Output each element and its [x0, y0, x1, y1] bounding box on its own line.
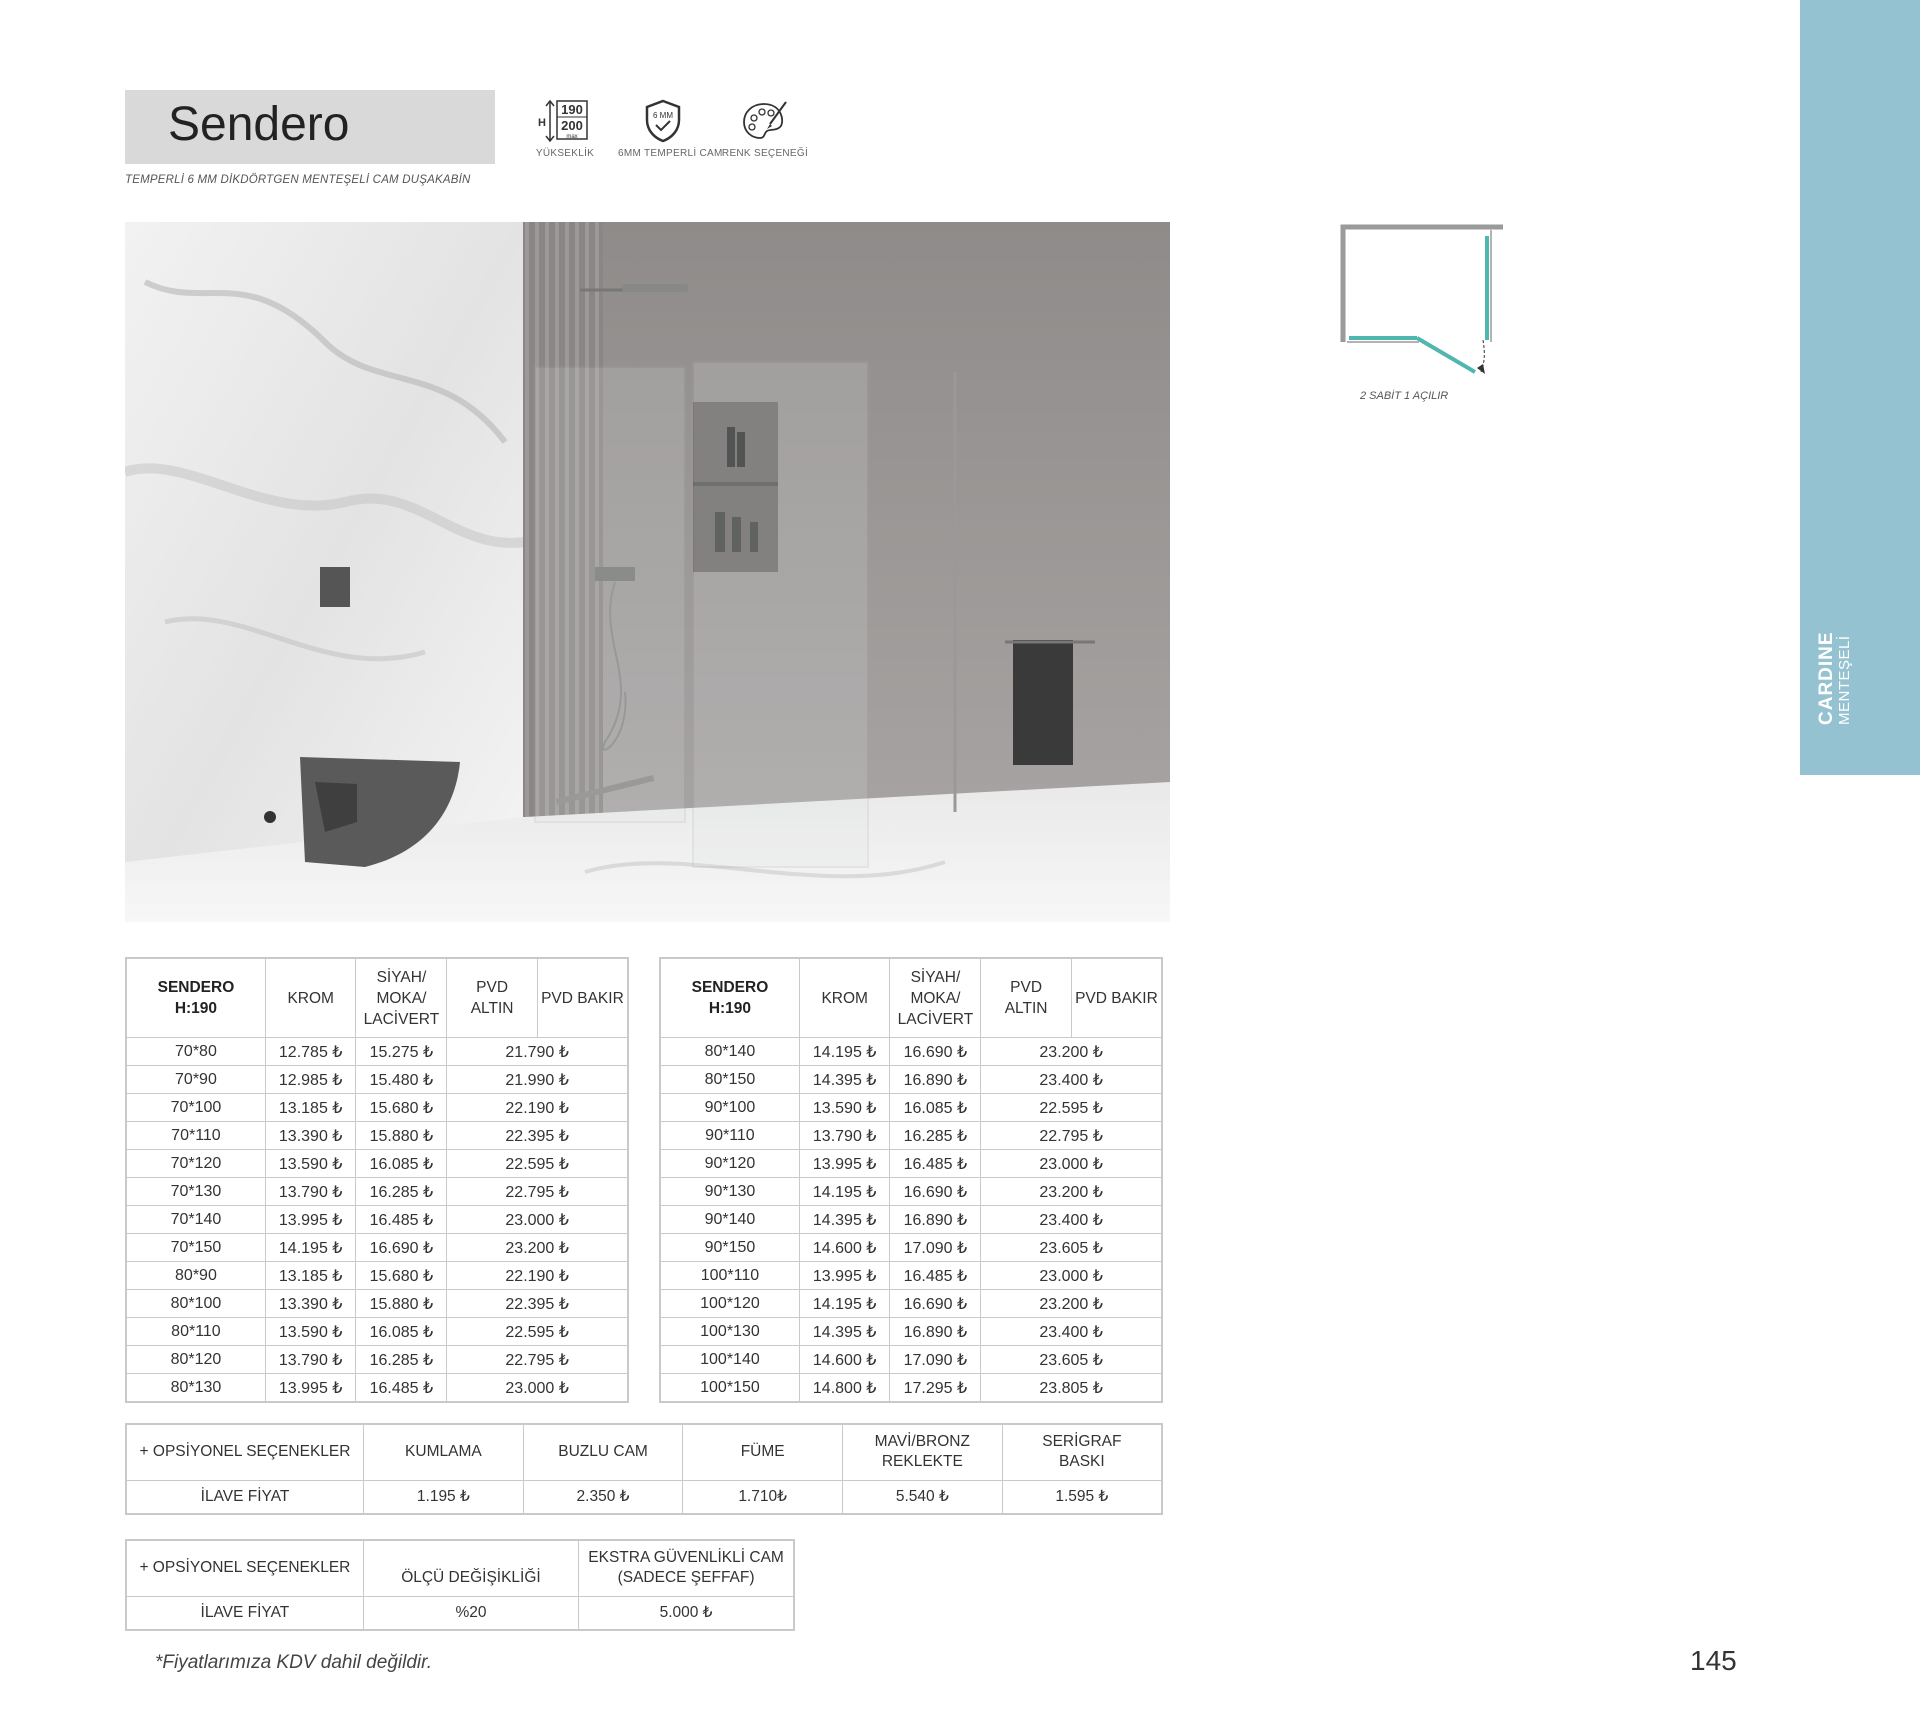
side-tab-subtitle: MENTEŞELİ: [1836, 635, 1853, 725]
size-cell: 100*140: [660, 1346, 799, 1374]
option-name: FÜME: [683, 1424, 843, 1480]
page-number: 145: [1690, 1645, 1737, 1676]
price-cell: 17.295 ₺: [890, 1374, 981, 1403]
size-cell: 80*120: [126, 1346, 265, 1374]
size-cell: 100*110: [660, 1262, 799, 1290]
price-cell: 21.990 ₺: [447, 1066, 628, 1094]
option-price: 5.000 ₺: [579, 1596, 794, 1630]
svg-text:200: 200: [561, 118, 583, 133]
table-row: [660, 1262, 1162, 1290]
price-cell: 16.485 ₺: [356, 1374, 447, 1403]
option-price: 1.710₺: [683, 1480, 843, 1514]
price-cell: 17.090 ₺: [890, 1234, 981, 1262]
price-cell: 13.790 ₺: [265, 1346, 356, 1374]
size-cell: 90*140: [660, 1206, 799, 1234]
header-model: SENDERO H:190: [126, 958, 265, 1038]
table-row: [660, 1206, 1162, 1234]
table-row: [126, 1038, 628, 1066]
table-row: [126, 1346, 628, 1374]
price-cell: 22.190 ₺: [447, 1094, 628, 1122]
size-cell: 90*110: [660, 1122, 799, 1150]
table-row: [660, 1066, 1162, 1094]
price-cell: 12.785 ₺: [265, 1038, 356, 1066]
table-row: [660, 1038, 1162, 1066]
price-cell: 22.395 ₺: [447, 1290, 628, 1318]
price-cell: 16.690 ₺: [890, 1290, 981, 1318]
price-cell: 14.600 ₺: [799, 1346, 890, 1374]
options-table-2: [125, 1539, 795, 1631]
shower-plan-diagram: [1335, 222, 1510, 382]
size-cell: 70*140: [126, 1206, 265, 1234]
price-cell: 16.690 ₺: [890, 1038, 981, 1066]
option-name: BUZLU CAM: [523, 1424, 683, 1480]
size-cell: 80*150: [660, 1066, 799, 1094]
size-cell: 80*100: [126, 1290, 265, 1318]
price-cell: 23.605 ₺: [981, 1346, 1162, 1374]
price-cell: 23.000 ₺: [981, 1150, 1162, 1178]
price-cell: 12.985 ₺: [265, 1066, 356, 1094]
option-name: KUMLAMA: [364, 1424, 524, 1480]
header-siyah: SİYAH/ MOKA/ LACİVERT: [890, 958, 981, 1038]
palette-icon: [740, 98, 790, 144]
price-cell: 23.605 ₺: [981, 1234, 1162, 1262]
size-cell: 70*150: [126, 1234, 265, 1262]
price-cell: 13.590 ₺: [265, 1150, 356, 1178]
table-row: [660, 1374, 1162, 1403]
header-pvd-altin: PVD ALTIN: [447, 958, 538, 1038]
header-pvd-bakir: PVD BAKIR: [537, 958, 628, 1038]
price-cell: 23.000 ₺: [447, 1374, 628, 1403]
size-cell: 80*110: [126, 1318, 265, 1346]
header-pvd-altin: PVD ALTIN: [981, 958, 1072, 1038]
table-row: [126, 1094, 628, 1122]
price-cell: 15.680 ₺: [356, 1262, 447, 1290]
options-header-label: + OPSİYONEL SEÇENEKLER: [126, 1540, 363, 1596]
options-header-label: + OPSİYONEL SEÇENEKLER: [126, 1424, 364, 1480]
price-cell: 16.085 ₺: [356, 1318, 447, 1346]
price-table-left: [125, 957, 629, 1403]
options-row-label: İLAVE FİYAT: [126, 1480, 364, 1514]
option-price: 1.595 ₺: [1002, 1480, 1162, 1514]
table-row: [660, 1094, 1162, 1122]
price-table-right: [659, 957, 1163, 1403]
table-row: [660, 1346, 1162, 1374]
feature-glass-label: 6MM TEMPERLİ CAM: [618, 148, 723, 159]
price-cell: 13.590 ₺: [265, 1318, 356, 1346]
price-cell: 22.795 ₺: [981, 1122, 1162, 1150]
price-cell: 14.800 ₺: [799, 1374, 890, 1403]
price-cell: 13.790 ₺: [799, 1122, 890, 1150]
table-row: [660, 1318, 1162, 1346]
price-cell: 16.890 ₺: [890, 1066, 981, 1094]
svg-text:190: 190: [561, 102, 583, 117]
size-cell: 90*150: [660, 1234, 799, 1262]
price-cell: 23.200 ₺: [981, 1290, 1162, 1318]
price-cell: 14.395 ₺: [799, 1066, 890, 1094]
price-cell: 14.195 ₺: [265, 1234, 356, 1262]
price-cell: 22.595 ₺: [447, 1318, 628, 1346]
side-tab-title: CARDINE: [1816, 631, 1837, 725]
price-cell: 16.690 ₺: [356, 1234, 447, 1262]
option-price: 2.350 ₺: [523, 1480, 683, 1514]
price-cell: 16.890 ₺: [890, 1318, 981, 1346]
table-row: [126, 1150, 628, 1178]
price-cell: 13.995 ₺: [265, 1374, 356, 1403]
price-cell: 13.995 ₺: [799, 1262, 890, 1290]
size-cell: 80*130: [126, 1374, 265, 1403]
price-cell: 23.000 ₺: [447, 1206, 628, 1234]
price-cell: 13.790 ₺: [265, 1178, 356, 1206]
side-tab-label: [1817, 631, 1853, 725]
header-pvd-bakir: PVD BAKIR: [1071, 958, 1162, 1038]
price-cell: 15.480 ₺: [356, 1066, 447, 1094]
size-cell: 90*100: [660, 1094, 799, 1122]
table-row: [126, 1290, 628, 1318]
price-cell: 22.795 ₺: [447, 1346, 628, 1374]
price-cell: 16.285 ₺: [890, 1122, 981, 1150]
option-price: 1.195 ₺: [364, 1480, 524, 1514]
table-row: [126, 1122, 628, 1150]
header-model: SENDERO H:190: [660, 958, 799, 1038]
price-cell: 13.185 ₺: [265, 1094, 356, 1122]
feature-color-label: RENK SEÇENEĞİ: [721, 148, 809, 159]
header-krom: KROM: [799, 958, 890, 1038]
size-cell: 80*140: [660, 1038, 799, 1066]
size-cell: 70*80: [126, 1038, 265, 1066]
option-name: ÖLÇÜ DEĞİŞİKLİĞİ: [363, 1540, 578, 1596]
product-title: Sendero: [168, 98, 350, 151]
price-cell: 23.805 ₺: [981, 1374, 1162, 1403]
options-row-label: İLAVE FİYAT: [126, 1596, 363, 1630]
size-cell: 80*90: [126, 1262, 265, 1290]
size-cell: 70*130: [126, 1178, 265, 1206]
size-cell: 90*130: [660, 1178, 799, 1206]
price-cell: 16.285 ₺: [356, 1178, 447, 1206]
feature-color: [720, 98, 810, 159]
price-cell: 14.195 ₺: [799, 1290, 890, 1318]
table-row: [660, 1290, 1162, 1318]
size-cell: 70*110: [126, 1122, 265, 1150]
price-cell: 16.285 ₺: [356, 1346, 447, 1374]
product-subtitle: TEMPERLİ 6 MM DİKDÖRTGEN MENTEŞELİ CAM DUŞAKABİN: [125, 174, 471, 186]
product-photo: [125, 222, 1170, 922]
price-cell: 14.195 ₺: [799, 1038, 890, 1066]
price-cell: 23.000 ₺: [981, 1262, 1162, 1290]
price-cell: 13.185 ₺: [265, 1262, 356, 1290]
option-price: 5.540 ₺: [842, 1480, 1002, 1514]
price-cell: 22.190 ₺: [447, 1262, 628, 1290]
price-cell: 23.200 ₺: [981, 1038, 1162, 1066]
size-cell: 100*130: [660, 1318, 799, 1346]
table-row: [660, 1122, 1162, 1150]
price-cell: 22.395 ₺: [447, 1122, 628, 1150]
svg-text:max: max: [566, 134, 578, 140]
table-row: [126, 1374, 628, 1403]
price-cell: 13.995 ₺: [799, 1150, 890, 1178]
svg-text:6 MM: 6 MM: [653, 111, 673, 120]
price-cell: 16.085 ₺: [356, 1150, 447, 1178]
feature-height-label: YÜKSEKLİK: [535, 148, 595, 159]
option-name: SERİGRAF BASKI: [1002, 1424, 1162, 1480]
feature-glass: [618, 98, 723, 159]
size-cell: 100*120: [660, 1290, 799, 1318]
price-cell: 15.275 ₺: [356, 1038, 447, 1066]
feature-height: [520, 98, 610, 159]
price-cell: 16.890 ₺: [890, 1206, 981, 1234]
table-row: [126, 1262, 628, 1290]
price-cell: 23.400 ₺: [981, 1066, 1162, 1094]
price-cell: 22.595 ₺: [447, 1150, 628, 1178]
price-cell: 13.390 ₺: [265, 1290, 356, 1318]
price-cell: 14.395 ₺: [799, 1318, 890, 1346]
price-cell: 22.795 ₺: [447, 1178, 628, 1206]
price-cell: 14.195 ₺: [799, 1178, 890, 1206]
price-cell: 16.085 ₺: [890, 1094, 981, 1122]
price-cell: 23.200 ₺: [447, 1234, 628, 1262]
svg-text:H: H: [538, 117, 546, 129]
price-cell: 16.485 ₺: [890, 1262, 981, 1290]
table-row: [126, 1066, 628, 1094]
price-cell: 14.600 ₺: [799, 1234, 890, 1262]
table-row: [660, 1234, 1162, 1262]
table-row: [126, 1178, 628, 1206]
header-siyah: SİYAH/ MOKA/ LACİVERT: [356, 958, 447, 1038]
price-cell: 15.880 ₺: [356, 1290, 447, 1318]
size-cell: 70*120: [126, 1150, 265, 1178]
table-row: [660, 1178, 1162, 1206]
header-krom: KROM: [265, 958, 356, 1038]
size-cell: 100*150: [660, 1374, 799, 1403]
options-table-1: [125, 1423, 1163, 1515]
price-cell: 16.485 ₺: [356, 1206, 447, 1234]
table-row: [126, 1318, 628, 1346]
size-cell: 70*90: [126, 1066, 265, 1094]
table-row: [126, 1206, 628, 1234]
size-cell: 90*120: [660, 1150, 799, 1178]
price-cell: 15.880 ₺: [356, 1122, 447, 1150]
table-row: [126, 1234, 628, 1262]
price-cell: 22.595 ₺: [981, 1094, 1162, 1122]
option-name: EKSTRA GÜVENLİKLİ CAM (SADECE ŞEFFAF): [579, 1540, 794, 1596]
price-cell: 15.680 ₺: [356, 1094, 447, 1122]
size-cell: 70*100: [126, 1094, 265, 1122]
price-cell: 13.390 ₺: [265, 1122, 356, 1150]
price-cell: 23.200 ₺: [981, 1178, 1162, 1206]
option-name: MAVİ/BRONZ REKLEKTE: [842, 1424, 1002, 1480]
shield-6mm-icon: [641, 98, 685, 144]
price-cell: 16.485 ₺: [890, 1150, 981, 1178]
price-cell: 14.395 ₺: [799, 1206, 890, 1234]
price-cell: 23.400 ₺: [981, 1206, 1162, 1234]
price-cell: 23.400 ₺: [981, 1318, 1162, 1346]
price-cell: 21.790 ₺: [447, 1038, 628, 1066]
footnote: *Fiyatlarımıza KDV dahil değildir.: [155, 1652, 433, 1673]
price-cell: 16.690 ₺: [890, 1178, 981, 1206]
height-icon: [533, 98, 597, 144]
plan-caption: 2 SABİT 1 AÇILIR: [1360, 390, 1449, 402]
price-cell: 13.590 ₺: [799, 1094, 890, 1122]
price-cell: 17.090 ₺: [890, 1346, 981, 1374]
table-row: [660, 1150, 1162, 1178]
option-price: %20: [363, 1596, 578, 1630]
price-cell: 13.995 ₺: [265, 1206, 356, 1234]
